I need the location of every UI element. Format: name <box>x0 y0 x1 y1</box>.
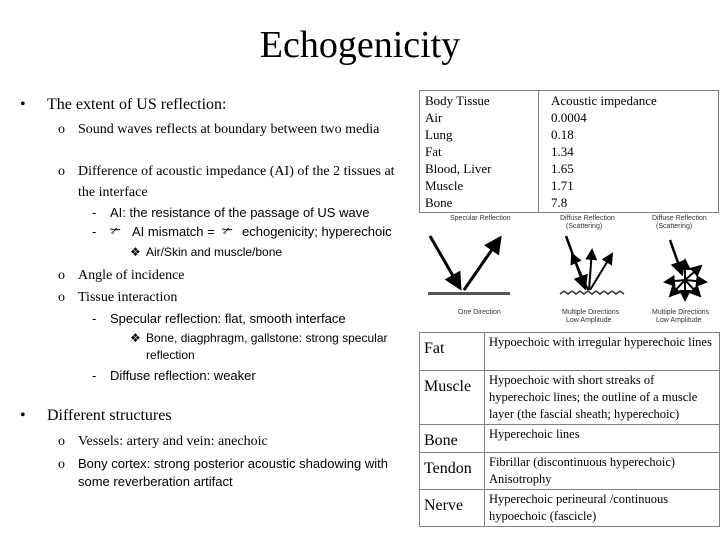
table-row <box>420 371 720 425</box>
diamond-bullet-icon: ❖ <box>130 245 141 259</box>
smooth-interface <box>428 292 510 295</box>
table-header-row <box>420 91 719 213</box>
table-cell <box>420 91 539 213</box>
page-title: Echogenicity <box>259 24 461 66</box>
header-acoustic-impedance: Acoustic impedance <box>551 93 657 108</box>
label-multiple-directions-2: Multiple Directions <box>652 309 710 316</box>
bullet-marker: • <box>20 407 26 424</box>
table-row-label: Lung <box>425 127 453 142</box>
item-air-skin: Air/Skin and muscle/bone <box>146 245 283 259</box>
table-cell <box>539 91 719 213</box>
item-echogenicity-hyperechoic: echogenicity; hyperechoic <box>242 224 392 239</box>
table-row-value: 1.34 <box>551 144 574 159</box>
table-row-label: Muscle <box>425 178 464 193</box>
table-row-value: 0.18 <box>551 127 574 142</box>
table-row-label: Bone <box>425 195 453 210</box>
sub-bullet-marker: o <box>58 122 65 137</box>
table-row-value: 1.71 <box>551 178 574 193</box>
row-name-nerve: Nerve <box>424 497 464 514</box>
diamond-bullet-icon: ❖ <box>130 331 141 345</box>
item-bony-cortex: Bony cortex: strong posterior acoustic shadowing with some reverberation artifact <box>78 456 388 489</box>
scissors-icon: ✃ <box>222 223 233 238</box>
row-name-muscle: Muscle <box>424 378 472 395</box>
row-name-bone: Bone <box>424 432 458 449</box>
row-name-tendon: Tendon <box>424 460 472 477</box>
row-desc-nerve: Hyperechoic perineural /continuous hypoechoic (fascicle) <box>489 492 669 523</box>
sub-bullet-marker: o <box>58 164 65 179</box>
item-sound-waves: Sound waves reflects at boundary between two media <box>78 122 380 137</box>
label-scattering-1: (Scattering) <box>566 223 603 230</box>
label-one-direction: One Direction <box>458 309 501 316</box>
table-row-label: Fat <box>425 144 442 159</box>
incident-arrow <box>670 240 682 274</box>
incident-arrow <box>430 236 460 288</box>
item-tissue-interaction: Tissue interaction <box>78 290 178 305</box>
table-cell <box>420 333 485 371</box>
structure-table <box>419 332 720 527</box>
sub-bullet-marker: o <box>58 290 65 305</box>
bullet-different-structures: Different structures <box>47 407 172 424</box>
table-cell <box>420 371 485 425</box>
item-specular-reflection: Specular reflection: flat, smooth interface <box>110 311 346 326</box>
row-desc-fat: Hypoechoic with irregular hyperechoic lines <box>489 335 712 349</box>
dash-marker: - <box>92 224 97 239</box>
sub-bullet-marker: o <box>58 434 65 449</box>
table-cell <box>485 490 720 527</box>
label-specular-reflection: Specular Reflection <box>450 215 511 222</box>
label-diffuse-reflection-2: Diffuse Reflection <box>652 215 707 222</box>
table-row <box>420 453 720 490</box>
item-diffuse-reflection: Diffuse reflection: weaker <box>110 368 256 383</box>
row-desc-bone: Hyperechoic lines <box>489 427 580 441</box>
item-acoustic-difference: Difference of acoustic impedance (AI) of the 2 tissues at the interface <box>78 164 395 200</box>
table-row-value: 7.8 <box>551 195 568 210</box>
item-ai-mismatch: AI mismatch = <box>132 224 215 239</box>
dash-marker: - <box>92 368 97 383</box>
reflected-arrow <box>464 238 500 290</box>
bullet-extent-reflection: The extent of US reflection: <box>47 96 227 113</box>
table-row <box>420 425 720 453</box>
scatter-arrow <box>589 250 592 290</box>
table-cell <box>420 490 485 527</box>
row-desc-muscle: Hypoechoic with short streaks of hyperechoic lines; the outline of a muscle layer (the fascial sheath; hyperechoic) <box>489 373 698 421</box>
row-name-fat: Fat <box>424 340 445 357</box>
sub-bullet-marker: o <box>58 457 65 472</box>
item-ai-definition: AI: the resistance of the passage of US wave <box>110 205 370 220</box>
item-vessels: Vessels: artery and vein: anechoic <box>78 434 268 449</box>
dash-marker: - <box>92 311 97 326</box>
label-multiple-directions-1: Multiple Directions <box>562 309 620 316</box>
table-row-value: 1.65 <box>551 161 574 176</box>
dash-marker: - <box>92 205 97 220</box>
table-row-value: 0.0004 <box>551 110 587 125</box>
rough-interface <box>560 291 624 294</box>
table-cell <box>420 425 485 453</box>
acoustic-impedance-table <box>419 90 719 213</box>
label-low-amplitude-2: Low Amplitude <box>656 317 702 324</box>
row-desc-tendon: Fibrillar (discontinuous hyperechoic) Anisotrophy <box>489 455 676 486</box>
scatter-arrow <box>572 254 588 290</box>
table-cell <box>485 425 720 453</box>
sub-bullet-marker: o <box>58 268 65 283</box>
item-bone-diaphragm: Bone, diagphragm, gallstone: strong specular reflection <box>146 331 388 362</box>
bullet-marker: • <box>20 96 26 113</box>
table-cell <box>485 453 720 490</box>
reflection-diagram <box>420 210 720 328</box>
table-row-label: Blood, Liver <box>425 161 492 176</box>
table-row <box>420 490 720 527</box>
label-diffuse-reflection-1: Diffuse Reflection <box>560 215 615 222</box>
table-cell <box>485 333 720 371</box>
item-angle-incidence: Angle of incidence <box>78 268 185 283</box>
header-body-tissue: Body Tissue <box>425 93 490 108</box>
scatter-burst <box>665 260 706 300</box>
scatter-arrow <box>590 254 612 290</box>
table-cell <box>420 453 485 490</box>
label-low-amplitude-1: Low Amplitude <box>566 317 612 324</box>
table-row-label: Air <box>425 110 443 125</box>
scissors-icon: ✃ <box>110 223 121 238</box>
table-cell <box>485 371 720 425</box>
table-row <box>420 333 720 371</box>
label-scattering-2: (Scattering) <box>656 223 693 230</box>
